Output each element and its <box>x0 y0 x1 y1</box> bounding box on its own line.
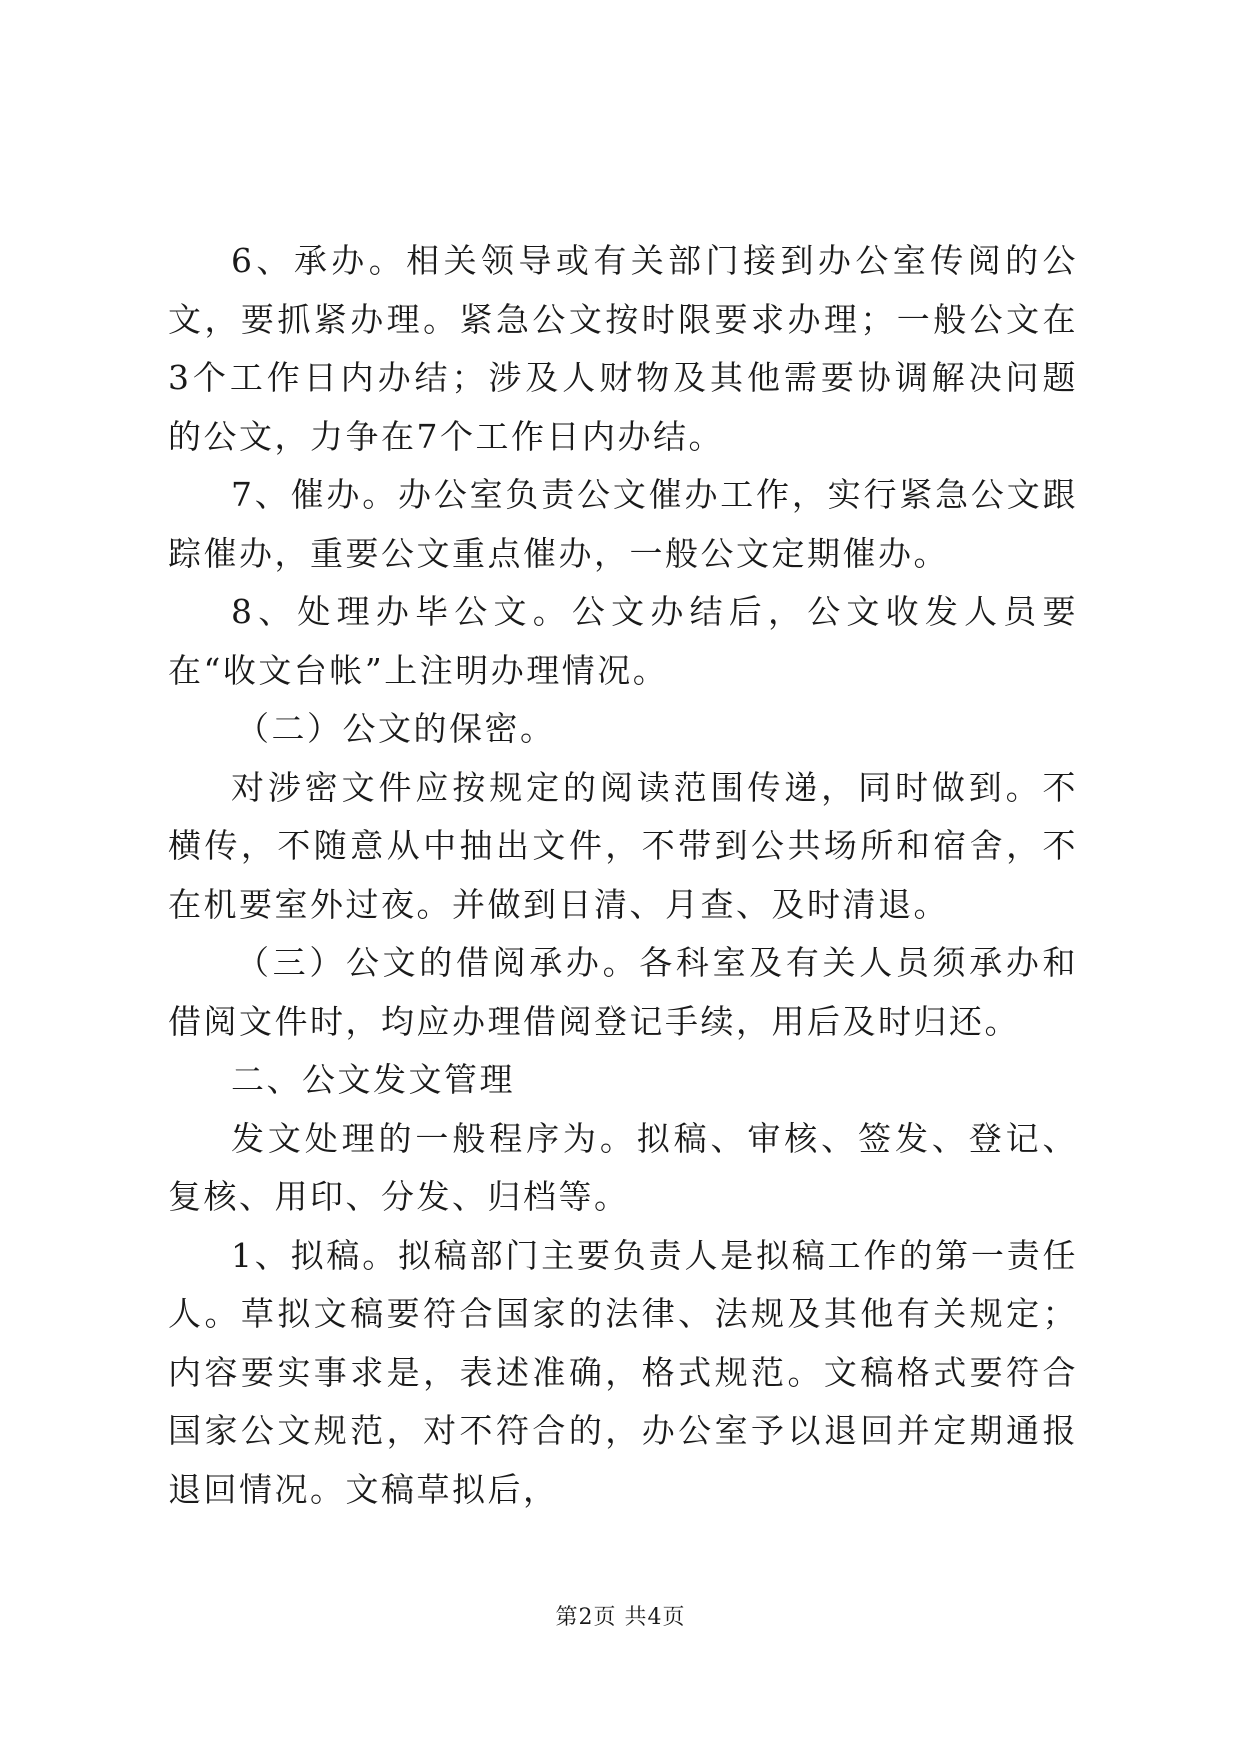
paragraph-completion: 8、处理办毕公文。公文办结后，公文收发人员要在“收文台帐”上注明办理情况。 <box>168 592 1078 690</box>
paragraph-outgoing-procedure: 发文处理的一般程序为。拟稿、审核、签发、登记、复核、用印、分发、归档等。 <box>168 1118 1078 1216</box>
page-footer: 第2页 共4页 <box>555 1605 686 1630</box>
paragraph-undertaking: 6、承办。相关领导或有关部门接到办公室传阅的公文，要抓紧办理。紧急公文按时限要求办理；一般公文在3个工作日内办结；涉及人财物及其他需要协调解决问题的公文，力争在7个工作日内办结。 <box>168 241 1078 456</box>
paragraph-urging: 7、催办。办公室负责公文催办工作，实行紧急公文跟踪催办，重要公文重点催办，一般公文定期催办。 <box>168 475 1078 573</box>
document-body <box>168 232 1078 1519</box>
section-heading-outgoing: 二、公文发文管理 <box>231 1060 515 1099</box>
paragraph-drafting: 1、拟稿。拟稿部门主要负责人是拟稿工作的第一责任人。草拟文稿要符合国家的法律、法规及其他有关规定；内容要实事求是，表述准确，格式规范。文稿格式要符合国家公文规范，对不符合的，办公室予以退回并定期通报退回情况。文稿草拟后， <box>168 1235 1078 1509</box>
paragraph-borrowing: （三）公文的借阅承办。各科室及有关人员须承办和借阅文件时，均应办理借阅登记手续，用后及时归还。 <box>168 943 1078 1041</box>
section-heading-confidentiality: （二）公文的保密。 <box>236 709 556 748</box>
paragraph-confidentiality: 对涉密文件应按规定的阅读范围传递，同时做到。不横传，不随意从中抽出文件，不带到公共场所和宿舍，不在机要室外过夜。并做到日清、月查、及时清退。 <box>168 767 1078 924</box>
